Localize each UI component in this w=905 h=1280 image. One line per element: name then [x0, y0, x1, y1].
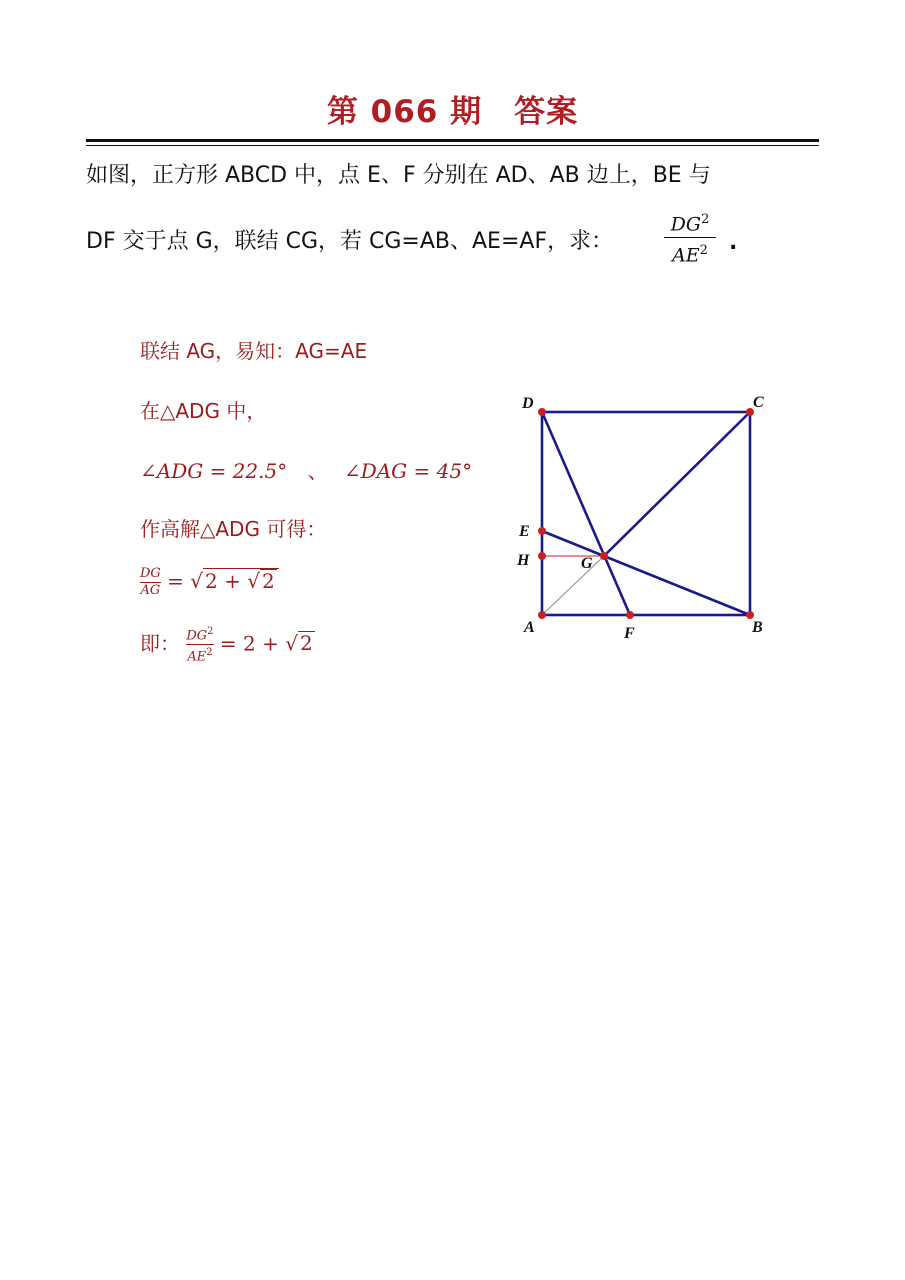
separator: 、	[307, 459, 328, 483]
question-line-1: 如图，正方形 ABCD 中，点 E、F 分别在 AD、AB 边上，BE 与	[86, 163, 711, 188]
point-h	[538, 552, 546, 560]
outer-radicand: 2 + √ 2	[203, 568, 279, 592]
label-b: B	[752, 619, 763, 636]
label-g: G	[581, 555, 593, 572]
final-fraction: $\frac{DG^2}{AE^2}$	[186, 626, 214, 665]
solution-final: 即： $\frac{DG^2}{AE^2}$ = 2 + √ 2	[140, 626, 313, 665]
fraction-denominator: $AE^2$	[672, 243, 708, 267]
segment-df	[542, 412, 630, 615]
fraction-numerator: $DG^2$	[670, 212, 710, 236]
segment-cg	[604, 412, 750, 556]
ratio-fraction: $\frac{DG}{AG}$	[140, 566, 161, 598]
point-f	[626, 611, 634, 619]
question-line-2: DF 交于点 G，联结 CG，若 CG=AB、AE=AF，求：	[86, 229, 614, 254]
label-h: H	[517, 552, 530, 569]
label-f: F	[624, 625, 635, 642]
point-d	[538, 408, 546, 416]
title-rule-thin	[86, 145, 819, 146]
solution-step-1: 联结 AG，易知：AG=AE	[140, 339, 368, 363]
point-b	[746, 611, 754, 619]
point-e	[538, 527, 546, 535]
point-a	[538, 611, 546, 619]
angle-adg: ∠ADG = 22.5°	[140, 459, 288, 483]
label-e: E	[519, 523, 530, 540]
segment-ag	[542, 556, 604, 615]
segment-be	[542, 531, 750, 615]
point-g	[600, 552, 608, 560]
solution-ratio: $\frac{DG}{AG}$ = √ 2 + √ 2	[140, 566, 279, 599]
label-c: C	[753, 394, 764, 411]
angle-dag: ∠DAG = 45°	[343, 459, 473, 483]
fraction-bar	[664, 237, 716, 238]
title-rule-thick	[86, 139, 819, 142]
solution-step-4: 作高解△ADG 可得：	[140, 517, 327, 541]
solution-step-2: 在△ADG 中，	[140, 399, 267, 423]
page-title: 第 066 期 答案	[326, 94, 579, 130]
label-d: D	[522, 395, 534, 412]
label-a: A	[524, 619, 535, 636]
sqrt-symbol: √	[190, 569, 204, 593]
geometry-diagram	[500, 380, 790, 650]
question-period: .	[729, 230, 738, 255]
solution-angles	[140, 455, 472, 484]
question-fraction	[664, 208, 716, 268]
